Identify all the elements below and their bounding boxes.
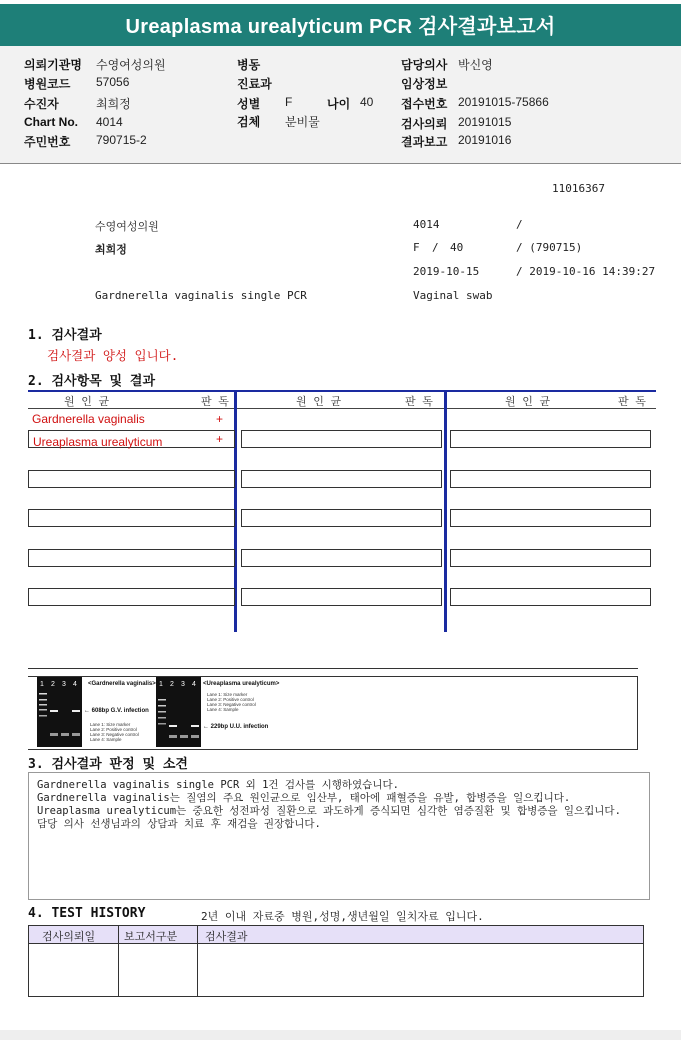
ward-label: 병동: [237, 58, 261, 72]
section1-title: 1. 검사결과: [28, 328, 102, 343]
svg-text:1: 1: [159, 681, 163, 688]
pathogen-name: Gardnerella vaginalis: [32, 412, 145, 426]
empty-cell: [450, 549, 651, 567]
gel-band-label-ureaplasma: ← 229bp U.U. infection: [203, 724, 269, 730]
hospital-name-label: 의뢰기관명: [24, 58, 82, 72]
request-date-label: 검사의뢰: [401, 117, 448, 131]
sex-value: F: [285, 95, 293, 109]
gel-band-label-gardnerella: ← 608bp G.V. infection: [84, 708, 149, 714]
col3-pathogen-header: 원 인 균: [505, 395, 551, 408]
empty-cell: [450, 509, 651, 527]
table-header-rule: [28, 408, 656, 409]
doctor-value: 박신영: [458, 58, 493, 72]
hospital-name-value: 수영여성의원: [96, 58, 166, 72]
svg-text:3: 3: [181, 681, 185, 688]
pathogen-name: Ureaplasma urealyticum: [33, 435, 163, 449]
date-reported: / 2019-10-16 14:39:27: [516, 265, 656, 278]
section3-title: 3. 검사결과 판정 및 소견: [28, 757, 188, 772]
patient-birth: / (790715): [516, 241, 583, 254]
report-id: 11016367: [552, 182, 605, 195]
col1-judge-header: 판 독: [201, 395, 229, 408]
empty-cell: [450, 430, 651, 448]
report-date-label: 결과보고: [401, 135, 448, 149]
specimen-value: 분비물: [285, 115, 320, 129]
age-value: 40: [360, 95, 374, 109]
history-col-result: 검사결과: [205, 930, 248, 943]
svg-text:1: 1: [40, 681, 44, 688]
history-table-header: [28, 925, 644, 944]
section4-title: 4. TEST HISTORY: [28, 906, 146, 921]
empty-cell: [241, 549, 442, 567]
result-row-ureaplasma: [28, 430, 235, 448]
resident-no-value: 790715-2: [96, 133, 147, 147]
gel-top-rule: [28, 668, 638, 669]
gel-legend-gardnerella: Lane 1: Size marker Lane 2: Positive control Lane 3: Negative control Lane 4: Sample: [90, 722, 139, 742]
svg-text:2: 2: [51, 681, 55, 688]
department-label: 진료과: [237, 77, 272, 91]
patient-hospital: 수영여성의원: [95, 220, 159, 233]
history-col-divider-2: [197, 925, 198, 997]
col2-judge-header: 판 독: [405, 395, 433, 408]
date-received: 2019-10-15: [413, 265, 480, 278]
resident-no-label: 주민번호: [24, 135, 71, 149]
empty-cell: [28, 509, 235, 527]
request-date-value: 20191015: [458, 115, 512, 129]
history-note: 2년 이내 자료중 병원,성명,생년월일 일치자료 입니다.: [201, 910, 484, 923]
hospital-code-value: 57056: [96, 75, 130, 89]
sex-label: 성별: [237, 97, 261, 111]
svg-text:4: 4: [73, 681, 77, 688]
empty-cell: [241, 509, 442, 527]
empty-cell: [28, 470, 235, 488]
svg-text:3: 3: [62, 681, 66, 688]
patient-sex: F: [413, 241, 420, 254]
test-name: Gardnerella vaginalis single PCR: [95, 289, 307, 302]
result-summary: 검사결과 양성 입니다.: [47, 348, 179, 363]
empty-cell: [28, 549, 235, 567]
footer-band: [0, 1030, 681, 1040]
result-value: +: [216, 432, 224, 446]
empty-cell: [241, 588, 442, 606]
hospital-code-label: 병원코드: [24, 77, 71, 91]
section2-title: 2. 검사항목 및 결과: [28, 374, 156, 389]
accession-no-label: 접수번호: [401, 97, 448, 111]
age-label: 나이: [327, 97, 351, 111]
empty-cell: [241, 430, 442, 448]
patient-age: 40: [450, 241, 464, 254]
column-divider-2: [444, 390, 447, 632]
patient-name-label: 수진자: [24, 97, 59, 111]
patient-name-value: 최희정: [96, 97, 131, 111]
gel-bands-right: [156, 677, 201, 747]
history-col-divider-1: [118, 925, 119, 997]
svg-text:2: 2: [170, 681, 174, 688]
gel-legend-ureaplasma: Lane 1: Size marker Lane 2: Positive control Lane 3: Negative control Lane 4: Sample: [207, 692, 256, 712]
col1-pathogen-header: 원 인 균: [64, 395, 110, 408]
table-top-rule: [28, 390, 656, 392]
patient-chart: 4014: [413, 218, 440, 231]
empty-cell: [450, 470, 651, 488]
accession-no-value: 20191015-75866: [458, 95, 549, 109]
gel-bands-left: [37, 677, 82, 747]
patient-sep: /: [432, 241, 439, 254]
col2-pathogen-header: 원 인 균: [296, 395, 342, 408]
specimen-label: 검체: [237, 115, 261, 129]
specimen-type: Vaginal swab: [413, 289, 493, 302]
opinion-text: Gardnerella vaginalis single PCR 외 1건 검사를 시행하였습니다. Gardnerella vaginalis는 질염의 주요 원인균으로 임산부, 태아에 패혈증을 유발, 합병증을 일으킵니다. Ureaplasma urealyticum는 중요한 성전파성 질환으로 과도하게 증식되면 심각한 염증질환 및 합병증을 일으킵니다. 담당 의사 선생님과의 상담과 치료 후 재검을 권장합니다.: [37, 779, 621, 830]
result-row-gardnerella: [28, 411, 235, 427]
report-title: Ureaplasma urealyticum PCR 검사결과보고서: [0, 4, 681, 46]
clinical-info-label: 임상정보: [401, 77, 448, 91]
report-date-value: 20191016: [458, 133, 512, 147]
result-value: +: [216, 412, 224, 426]
history-col-request-date: 검사의뢰일: [42, 930, 96, 943]
gel-image-gardnerella: [37, 677, 82, 747]
history-col-report-type: 보고서구분: [124, 930, 178, 943]
doctor-label: 담당의사: [401, 58, 448, 72]
gel-title-gardnerella: <Gardnerella vaginalis>: [88, 681, 156, 687]
header-divider: [0, 163, 681, 164]
empty-cell: [28, 588, 235, 606]
chart-no-label: Chart No.: [24, 115, 78, 129]
patient-slash: /: [516, 218, 523, 231]
gel-title-ureaplasma: <Ureaplasma urealyticum>: [203, 681, 280, 687]
empty-cell: [450, 588, 651, 606]
gel-image-ureaplasma: [156, 677, 201, 747]
empty-cell: [241, 470, 442, 488]
chart-no-value: 4014: [96, 115, 123, 129]
history-table-body: [28, 944, 644, 997]
svg-text:4: 4: [192, 681, 196, 688]
col3-judge-header: 판 독: [618, 395, 646, 408]
patient-name: 최희정: [95, 243, 127, 256]
